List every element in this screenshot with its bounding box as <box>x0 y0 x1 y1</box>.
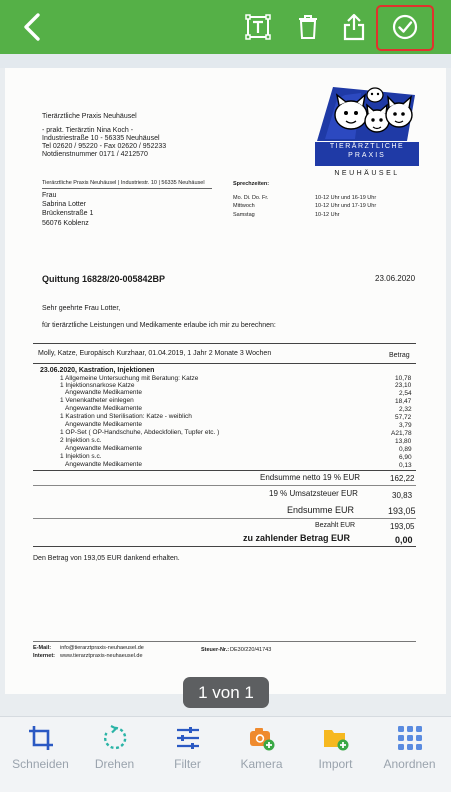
footer-email-label: E-Mail: <box>33 645 52 651</box>
greeting: Sehr geehrte Frau Lotter, <box>42 305 121 312</box>
item-description: Angewandte Medikamente <box>65 405 142 412</box>
divider <box>33 518 416 519</box>
sender-line: Tierärztliche Praxis Neuhäusel <box>42 113 137 120</box>
camera-add-icon <box>249 725 275 751</box>
text-recognition-button[interactable] <box>242 8 274 46</box>
footer-web: www.tierarztpraxis-neuhaeusel.de <box>60 653 143 659</box>
trash-icon <box>297 14 319 40</box>
item-description: 1 Venenkatheter einlegen <box>60 397 134 404</box>
amount-header: Betrag <box>389 352 410 359</box>
amount-due-label: zu zahlender Betrag EUR <box>243 533 351 543</box>
cats-logo-icon <box>315 81 419 141</box>
net-total-label: Endsumme netto 19 % EUR <box>260 473 361 482</box>
item-description: 1 Kastration und Sterilisation: Katze - weiblich <box>60 413 192 420</box>
chevron-left-icon <box>21 12 43 42</box>
item-description: Angewandte Medikamente <box>65 461 142 468</box>
logo-line: NEUHÄUSEL <box>334 170 400 177</box>
item-description: 1 Allgemeine Untersuchung mit Beratung: Katze <box>60 375 199 382</box>
item-description: 1 OP-Set ( OP-Handschuhe, Abdeckfolien, Tupfer etc. ) <box>60 429 220 436</box>
thanks-text: Den Betrag von 193,05 EUR dankend erhalten. <box>33 555 180 562</box>
item-description: Angewandte Medikamente <box>65 445 142 452</box>
item-amount: 57,72 <box>395 414 412 421</box>
gross-total: 193,05 <box>388 506 416 516</box>
item-amount: 2,54 <box>399 390 412 397</box>
receipt-title: Quittung 16828/20-005842BP <box>42 274 166 284</box>
check-circle-icon <box>391 13 419 41</box>
share-icon <box>342 13 366 41</box>
paid-amount: 193,05 <box>390 522 415 531</box>
logo-line: PRAXIS <box>348 152 386 159</box>
crop-icon <box>28 725 54 751</box>
item-amount: 18,47 <box>395 398 412 405</box>
practice-logo <box>315 81 419 189</box>
filter-label: Filter <box>174 757 201 771</box>
rotate-button[interactable] <box>77 717 152 792</box>
net-total: 162,22 <box>390 474 415 483</box>
bottom-toolbar <box>0 716 451 792</box>
footer-tax-label: Steuer-Nr.: <box>201 647 230 653</box>
hours-days: Samstag <box>233 212 255 218</box>
table-border <box>33 363 416 364</box>
footer-email: info@tierarztpraxis-neuhaeusel.de <box>60 645 144 651</box>
item-amount: 2,32 <box>399 406 412 413</box>
top-toolbar <box>0 0 451 54</box>
page-indicator: 1 von 1 <box>183 677 269 708</box>
scanned-document[interactable] <box>5 68 446 694</box>
delete-button[interactable] <box>293 8 323 46</box>
item-description: 1 Injektionsnarkose Katze <box>60 382 135 389</box>
item-amount: A21,78 <box>391 430 412 437</box>
import-button[interactable] <box>298 717 373 792</box>
camera-label: Kamera <box>240 757 283 771</box>
divider <box>33 641 416 642</box>
amount-due: 0,00 <box>395 535 413 545</box>
item-amount: 13,80 <box>395 438 412 445</box>
vat-amount: 30,83 <box>392 491 413 500</box>
logo-line: TIERÄRZTLICHE <box>329 143 405 150</box>
item-description: 1 Injektion s.c. <box>60 453 102 460</box>
item-amount: 23,10 <box>395 382 412 389</box>
crop-label: Schneiden <box>12 757 69 771</box>
table-border <box>33 470 416 471</box>
sender-line: Industriestraße 10 - 56335 Neuhäusel <box>42 135 160 142</box>
item-description: Angewandte Medikamente <box>65 421 142 428</box>
item-description: 2 Injektion s.c. <box>60 437 102 444</box>
camera-button[interactable] <box>224 717 299 792</box>
hours-time: 10-12 Uhr <box>315 212 340 218</box>
item-amount: 0,89 <box>399 446 412 453</box>
item-amount: 0,13 <box>399 462 412 469</box>
receipt-date: 23.06.2020 <box>375 274 416 283</box>
hours-time: 10-12 Uhr und 17-19 Uhr <box>315 203 377 209</box>
sender-line: - prakt. Tierärztin Nina Koch - <box>42 127 134 134</box>
hours-days: Mo. Di. Do. Fr. <box>233 195 269 201</box>
patient-line: Molly, Katze, Europäisch Kurzhaar, 01.04.2019, 1 Jahr 2 Monate 3 Wochen <box>38 350 272 357</box>
import-label: Import <box>318 757 353 771</box>
item-amount: 6,90 <box>399 454 412 461</box>
confirm-button[interactable] <box>388 8 422 46</box>
footer-tax: DE30/220/41743 <box>230 647 272 653</box>
arrange-label: Anordnen <box>383 757 436 771</box>
sender-line: Tel 02620 / 95220 - Fax 02620 / 952233 <box>42 143 167 150</box>
footer-web-label: Internet: <box>33 653 55 659</box>
table-border <box>33 343 416 344</box>
sliders-icon <box>175 725 201 751</box>
crop-button[interactable] <box>3 717 78 792</box>
recipient-line: Brückenstraße 1 <box>42 210 94 217</box>
share-button[interactable] <box>339 8 369 46</box>
paid-label: Bezahlt EUR <box>315 522 356 529</box>
text-box-icon <box>245 14 271 40</box>
section-title: 23.06.2020, Kastration, Injektionen <box>40 367 155 374</box>
hours-time: 10-12 Uhr und 16-19 Uhr <box>315 195 377 201</box>
hours-days: Mittwoch <box>233 203 255 209</box>
recipient-line: 56076 Koblenz <box>42 220 89 227</box>
item-amount: 3,79 <box>399 422 412 429</box>
hours-title: Sprechzeiten: <box>233 181 270 187</box>
return-address: Tierärztliche Praxis Neuhäusel | Industriestr. 10 | 56335 Neuhäusel <box>42 180 205 186</box>
sender-line: Notdienstnummer 0171 / 4212570 <box>42 151 148 158</box>
recipient-line: Frau <box>42 192 57 199</box>
gross-total-label: Endsumme EUR <box>287 505 355 515</box>
rotate-icon <box>102 725 128 751</box>
item-description: Angewandte Medikamente <box>65 389 142 396</box>
arrange-button[interactable] <box>372 717 447 792</box>
rotate-label: Drehen <box>94 757 135 771</box>
preview-background <box>0 54 451 68</box>
recipient-line: Sabrina Lotter <box>42 201 86 208</box>
table-border <box>33 546 416 547</box>
filter-button[interactable] <box>150 717 225 792</box>
intro-text: für tierärztliche Leistungen und Medikamente erlaube ich mir zu berechnen: <box>42 322 276 329</box>
grid-icon <box>397 725 423 751</box>
divider <box>42 188 212 189</box>
divider <box>33 485 416 486</box>
vat-label: 19 % Umsatzsteuer EUR <box>269 489 358 498</box>
back-button[interactable] <box>14 8 50 46</box>
item-amount: 10,78 <box>395 375 412 382</box>
folder-add-icon <box>323 725 349 751</box>
